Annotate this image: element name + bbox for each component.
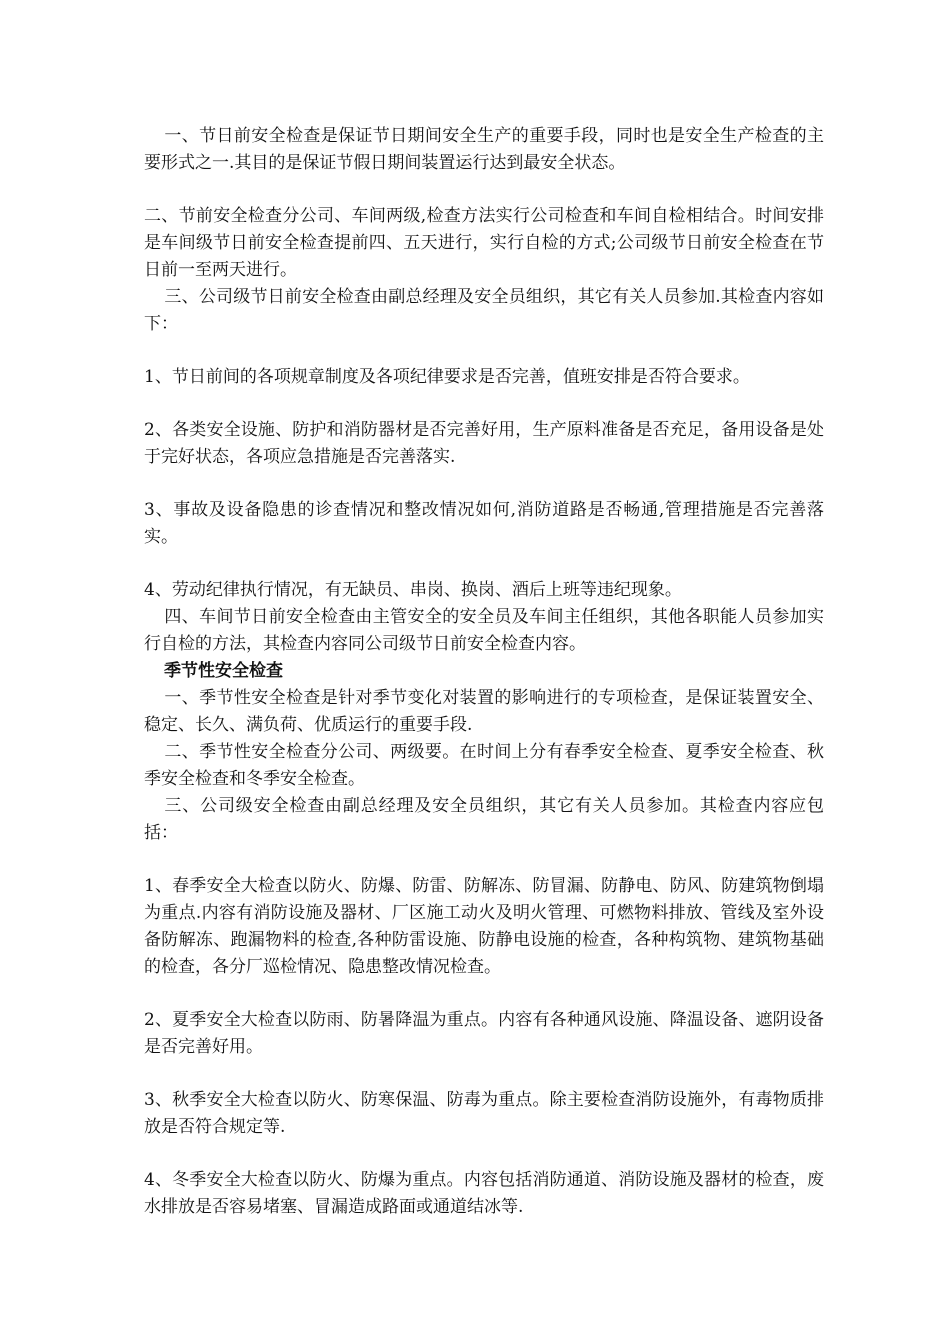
paragraph-holiday-1: 一、节日前安全检查是保证节日期间安全生产的重要手段，同时也是安全生产检查的主要形式之一.其目的是保证节假日期间装置运行达到最安全状态。 (144, 126, 824, 173)
list-item-seasonal-1: 1、春季安全大检查以防火、防爆、防雷、防解冻、防冒漏、防静电、防风、防建筑物倒塌为重点.内容有消防设施及器材、厂区施工动火及明火管理、可燃物料排放、管线及室外设备防解冻、跑漏物料的检查,各种防雷设施、防静电设施的检查，各种构筑物、建筑物基础的检查，各分厂巡检情况、隐患整改情况检查。 (144, 876, 824, 977)
paragraph-seasonal-1: 一、季节性安全检查是针对季节变化对装置的影响进行的专项检查，是保证装置安全、稳定、长久、满负荷、优质运行的重要手段. (144, 688, 824, 735)
paragraph-seasonal-3: 三、公司级安全检查由副总经理及安全员组织，其它有关人员参加。其检查内容应包括： (144, 796, 824, 843)
paragraph-seasonal-2: 二、季节性安全检查分公司、两级要。在时间上分有春季安全检查、夏季安全检查、秋季安全检查和冬季安全检查。 (144, 742, 824, 789)
list-item-seasonal-2: 2、夏季安全大检查以防雨、防暑降温为重点。内容有各种通风设施、降温设备、遮阴设备是否完善好用。 (144, 1010, 824, 1057)
list-item-holiday-3: 3、事故及设备隐患的诊查情况和整改情况如何,消防道路是否畅通,管理措施是否完善落实。 (144, 500, 824, 547)
paragraph-holiday-3: 三、公司级节日前安全检查由副总经理及安全员组织，其它有关人员参加.其检查内容如下： (144, 287, 824, 334)
list-item-holiday-4: 4、劳动纪律执行情况，有无缺员、串岗、换岗、酒后上班等违纪现象。 (144, 580, 682, 600)
list-item-holiday-2: 2、各类安全设施、防护和消防器材是否完善好用，生产原料准备是否充足，备用设备是处于完好状态，各项应急措施是否完善落实. (144, 420, 824, 467)
list-item-holiday-1: 1、节日前间的各项规章制度及各项纪律要求是否完善，值班安排是否符合要求。 (144, 367, 750, 387)
section-title-seasonal: 季节性安全检查 (164, 661, 283, 681)
list-item-seasonal-4: 4、冬季安全大检查以防火、防爆为重点。内容包括消防通道、消防设施及器材的检查，废水排放是否容易堵塞、冒漏造成路面或通道结冰等. (144, 1170, 824, 1217)
paragraph-holiday-4: 四、车间节日前安全检查由主管安全的安全员及车间主任组织，其他各职能人员参加实行自检的方法，其检查内容同公司级节日前安全检查内容。 (144, 607, 824, 654)
paragraph-holiday-2: 二、节前安全检查分公司、车间两级,检查方法实行公司检查和车间自检相结合。时间安排是车间级节日前安全检查提前四、五天进行，实行自检的方式;公司级节日前安全检查在节日前一至两天进行。 (144, 206, 824, 280)
list-item-seasonal-3: 3、秋季安全大检查以防火、防寒保温、防毒为重点。除主要检查消防设施外，有毒物质排放是否符合规定等. (144, 1090, 824, 1137)
document-body (144, 123, 824, 1221)
